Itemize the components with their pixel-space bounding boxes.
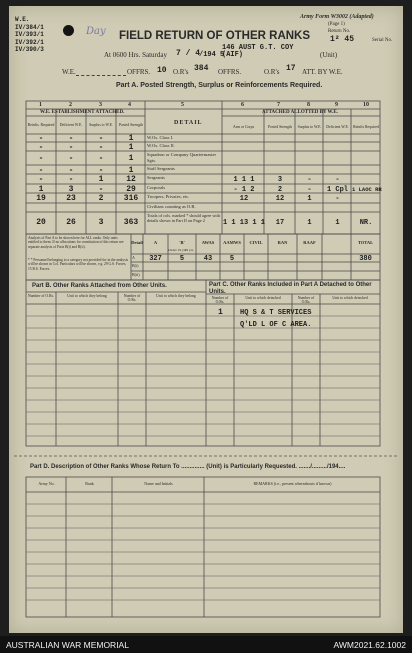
sub-header-left: Reinfts. Required	[27, 123, 55, 127]
analysis-value: 327	[149, 255, 162, 263]
sub-header-right: Surplus to W.E.	[297, 125, 322, 129]
row-value: -	[38, 142, 44, 152]
column-number: 7	[277, 102, 280, 108]
at-line-date: 7 / 4	[176, 49, 201, 58]
part-d-column-header: Rank	[85, 481, 94, 486]
analysis-note-2: * * Personnel belonging to a category not provided for in the analysis will be shown in Col. Particulars will be shown, e.g. 29 G.S. Forces, 15 R.S. Forces.	[28, 258, 129, 271]
row-value: 1	[128, 134, 134, 143]
analysis-header: RAN	[277, 240, 288, 245]
handwritten-note: Day	[86, 26, 106, 37]
totals-posted: 17	[275, 219, 285, 227]
row-value: -	[68, 175, 74, 184]
row-label: Troopers, Privates, etc.	[147, 194, 190, 199]
analysis-value: 5	[179, 255, 185, 263]
sub-header-left: Deficient W.E.	[59, 123, 83, 127]
part-d-column-header: Name and Initials	[144, 481, 173, 486]
analysis-subheader: 19 yrs	[184, 248, 194, 252]
page-label: (Page 1)	[328, 22, 345, 27]
column-number: 4	[128, 102, 131, 108]
row-label: Sergeants	[147, 175, 165, 180]
part-c-unit: Q'LD L OF C AREA.	[240, 321, 312, 329]
unit-list-item: IV/392/1	[15, 38, 44, 46]
row-value: -	[38, 165, 44, 175]
row-value: -	[68, 142, 74, 152]
row-value: -	[38, 154, 44, 163]
row-value: 12	[126, 175, 136, 184]
row-surplus: -	[307, 176, 312, 184]
row-value: -	[98, 142, 104, 152]
totals-deficient: 1	[335, 219, 340, 227]
column-number: 2	[69, 102, 72, 108]
sub-header-right: Deficient W.E.	[326, 125, 349, 129]
analysis-header: Detail	[131, 240, 143, 245]
part-c-column-header: Number of O.Rs.	[297, 296, 315, 305]
part-c-column-header: Number of O.Rs.	[211, 296, 229, 305]
analysis-value: 5	[229, 255, 235, 263]
unit-label: (Unit)	[320, 51, 338, 59]
row-value: 23	[66, 194, 76, 203]
totals-value: 363	[123, 218, 139, 227]
footer-left: AUSTRALIAN WAR MEMORIAL	[6, 640, 129, 650]
serial-label: Serial No.	[372, 38, 393, 43]
analysis-value: 43	[203, 255, 213, 263]
row-value: 1	[128, 142, 134, 152]
sub-header-left: Posted Strength	[119, 123, 143, 127]
at-line-prefix: At 0600 Hrs. Saturday	[104, 51, 167, 59]
totals-arm: 1 1 13 1 1	[223, 219, 266, 227]
serial-number: 1² 45	[330, 35, 355, 44]
part-b-column-header: Unit to which they belong	[67, 294, 107, 298]
analysis-header: CIVIL	[249, 240, 263, 245]
return-no-label: Return No.	[328, 29, 351, 34]
part-c-unit: HQ S & T SERVICES	[240, 309, 312, 317]
column-number: 10	[363, 102, 369, 108]
unit-typed: 146 AUST G.T. COY (AIF)	[222, 44, 294, 59]
row-posted: 2	[277, 185, 283, 194]
row-value: -	[68, 165, 74, 175]
analysis-header: RAAF	[303, 240, 316, 245]
row-value: 2	[98, 194, 104, 203]
row-arm: - 1 2	[233, 185, 255, 194]
row-value: -	[98, 165, 104, 175]
part-c-column-header: Unit to which detached	[245, 296, 281, 300]
row-reinfts: 1 LAOC RR	[352, 185, 382, 193]
sub-header-left: Surplus to W.E.	[89, 123, 113, 127]
row-value: 1	[128, 154, 134, 163]
form-title: FIELD RETURN OF OTHER RANKS	[119, 30, 311, 42]
column-number: 9	[335, 102, 338, 108]
row-value: -	[68, 154, 74, 163]
row-surplus: -	[307, 185, 312, 194]
offrs2-label: OFFRS.	[218, 68, 242, 76]
row-arm: 12	[239, 195, 249, 203]
analysis-note: Analysis of Part A to be shown here for ALL ranks. Only units entitled to them. If no allocations for constitution of this return see separate analysis of Parts B(i) and B(ii).	[28, 236, 124, 249]
column-number: 3	[99, 102, 102, 108]
part-b-title: Part B. Other Ranks Attached from Other Units.	[32, 283, 167, 289]
analysis-header: A	[153, 240, 158, 245]
part-b-column-header: Number of O.Rs.	[27, 294, 55, 298]
unit-list-item: IV/390/3	[15, 46, 44, 53]
row-label: Squadron or Company Quartermaster Sgts.	[147, 152, 217, 163]
column-number: 8	[307, 102, 310, 108]
row-value: -	[38, 134, 44, 143]
totals-value: 20	[36, 218, 46, 227]
row-label: W.Os. Class I.	[147, 135, 174, 140]
column-number: 6	[241, 102, 244, 108]
form-label: Army Form W3002 (Adapted)	[300, 14, 374, 20]
unit-list-item: IV/393/1	[15, 31, 44, 38]
row-arm: 1 1 1	[233, 176, 255, 184]
part-a-title: Part A. Posted Strength, Surplus or Reinforcements Required.	[116, 82, 323, 89]
attached-header: ATTACHED ALLOTTED BY W.E.	[262, 110, 338, 115]
row-value: 316	[123, 194, 139, 203]
analysis-header: AWAS	[201, 240, 215, 245]
footer-right: AWM2021.62.1002	[333, 640, 406, 650]
detail-header: DETAIL	[174, 120, 203, 126]
analysis-row-label: A	[132, 255, 135, 260]
totals-label: Totals of cols. marked * should agree with details shown in Part II on Page 2	[147, 213, 220, 223]
offrs-label: OFFRS.	[127, 68, 151, 76]
analysis-header: 'B'	[179, 240, 185, 245]
row-value: 29	[126, 184, 136, 194]
part-b-column-header: Number of O.Rs.	[123, 294, 141, 303]
totals-reinfts: NR.	[359, 219, 373, 227]
analysis-header: TOTAL	[357, 240, 374, 245]
at-line-year: /194 5	[199, 51, 225, 59]
row-posted: 12	[275, 195, 285, 203]
row-value: 1	[38, 184, 44, 194]
att-label: ATT. BY W.E.	[302, 68, 343, 76]
totals-value: 26	[66, 218, 76, 227]
analysis-row-label: B(ii)	[132, 272, 140, 277]
analysis-header: AAMWS	[223, 240, 241, 245]
we-label: W.E.	[62, 68, 76, 76]
column-number: 5	[181, 102, 184, 108]
part-c-number: 1	[218, 308, 223, 317]
row-label: Staff Sergeants	[147, 166, 175, 171]
row-label: Corporals	[147, 185, 166, 190]
part-d-column-header: REMARKS (i.e., present whereabouts if known)	[253, 481, 332, 486]
analysis-total: 380	[359, 255, 372, 263]
row-posted: 3	[277, 176, 283, 184]
row-value: -	[38, 175, 44, 184]
row-deficient: -	[335, 176, 340, 184]
ors2-label: O.R's	[264, 68, 280, 76]
offrs-value: 10	[157, 66, 167, 75]
totals-value: 3	[98, 218, 104, 227]
row-label: W.Os. Class II.	[147, 143, 175, 148]
row-value: -	[98, 184, 104, 194]
row-surplus: 1	[307, 195, 312, 203]
part-c-column-header: Unit to which detached	[332, 296, 368, 300]
unit-list-item: IV/384/1	[15, 23, 44, 31]
sub-header-right: Reinfts Required	[353, 125, 379, 129]
row-value: 3	[68, 184, 74, 194]
row-label: Civilians counting as O.R.	[147, 204, 196, 209]
row-deficient: 1 Cpl	[326, 185, 348, 194]
row-value: -	[98, 134, 104, 143]
analysis-row-label: B(i)	[132, 263, 139, 268]
totals-surplus: 1	[307, 219, 312, 227]
ors2-value: 17	[286, 64, 296, 73]
sub-header-right: Posted Strength	[268, 125, 292, 129]
row-value: 1	[98, 175, 104, 184]
analysis-subheader: Under 19 yrs	[168, 248, 187, 252]
part-d-column-header: Army No.	[38, 481, 55, 486]
row-value: -	[98, 154, 104, 163]
row-deficient: -	[335, 195, 340, 203]
row-value: 19	[36, 194, 46, 203]
unit-list-item: W.E.	[15, 16, 30, 23]
part-d-title: Part D. Description of Other Ranks Whose Return To .............. (Unit) is Particularly Requested. ......./........./194....	[30, 464, 346, 470]
ors-value: 384	[194, 64, 209, 73]
row-value: -	[68, 134, 74, 143]
archive-footer	[0, 636, 412, 653]
ors-label: O.R's	[173, 68, 189, 76]
part-c-title: Part C. Other Ranks Included in Part A Detached to Other Units.	[209, 282, 372, 295]
row-value: 1	[128, 165, 134, 175]
we-est-header: W.E. ESTABLISHMENT ATTACHED.	[40, 110, 125, 115]
sub-header-right: Arm or Corps	[232, 125, 255, 129]
part-b-column-header: Unit to which they belong	[156, 294, 196, 298]
column-number: 1	[39, 102, 42, 108]
